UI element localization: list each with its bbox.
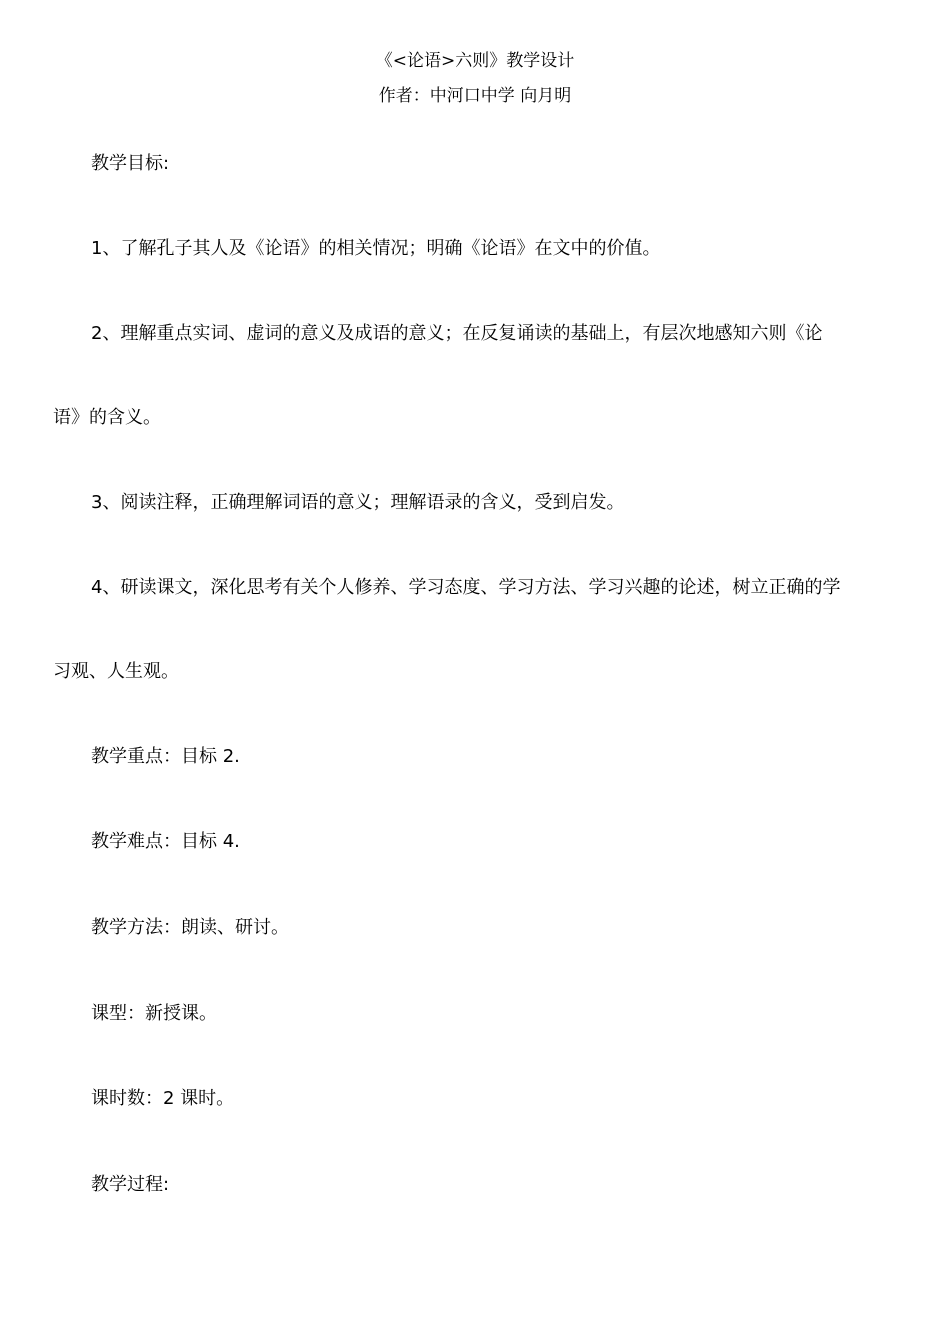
lesson-type: 课型：新授课。 [91, 1003, 217, 1024]
document-author: 作者：中河口中学 向月明 [378, 86, 572, 106]
objective-2-line-2: 语》的含义。 [53, 407, 161, 428]
difficulty: 教学难点：目标 4. [91, 831, 240, 852]
lesson-hours: 课时数：2 课时。 [91, 1088, 235, 1109]
teaching-method: 教学方法：朗读、研讨。 [91, 917, 289, 938]
objective-4-line-1: 4、研读课文，深化思考有关个人修养、学习态度、学习方法、学习兴趣的论述，树立正确的学 [91, 577, 841, 598]
objective-1: 1、了解孔子其人及《论语》的相关情况；明确《论语》在文中的价值。 [91, 238, 661, 259]
objective-4-line-2: 习观、人生观。 [53, 661, 179, 682]
objective-2-line-1: 2、理解重点实词、虚词的意义及成语的意义；在反复诵读的基础上，有层次地感知六则《论 [91, 323, 823, 344]
key-point: 教学重点：目标 2. [91, 746, 240, 767]
objective-3: 3、阅读注释，正确理解词语的意义；理解语录的含义，受到启发。 [91, 492, 625, 513]
process-heading: 教学过程: [91, 1174, 170, 1195]
objectives-heading: 教学目标: [91, 153, 170, 174]
document-title: 《<论语>六则》教学设计 [375, 51, 575, 71]
